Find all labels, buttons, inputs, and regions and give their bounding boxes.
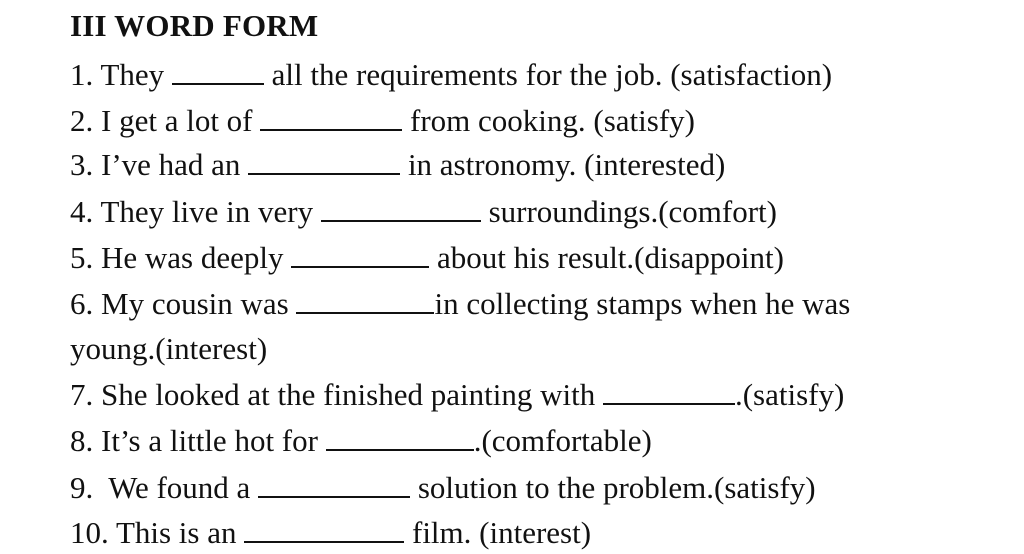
exercise-item-3 (70, 146, 725, 183)
item-text-after: .(satisfy) (734, 377, 845, 412)
exercise-item-2 (70, 102, 695, 139)
item-text-after: all the requirements for the job. (satisfaction) (263, 57, 833, 92)
exercise-item-8 (70, 422, 652, 459)
answer-blank[interactable] (258, 469, 410, 498)
answer-blank[interactable] (326, 422, 474, 451)
answer-blank[interactable] (260, 102, 402, 131)
answer-blank[interactable] (321, 193, 481, 222)
item-text-before: 8. It’s a little hot for (70, 423, 326, 458)
answer-blank[interactable] (244, 514, 404, 543)
item-text-before: 4. They live in very (70, 194, 321, 229)
answer-blank[interactable] (291, 239, 429, 268)
exercise-item-7 (70, 376, 844, 413)
item-text-before: 7. She looked at the finished painting with (70, 377, 603, 412)
answer-blank[interactable] (172, 56, 264, 85)
exercise-item-5 (70, 239, 784, 276)
item-text-after: in collecting stamps when he was (434, 286, 851, 321)
item-text-before: 5. He was deeply (70, 240, 292, 275)
exercise-item-4 (70, 193, 777, 230)
item-text-after: film. (interest) (404, 515, 592, 550)
answer-blank[interactable] (603, 376, 735, 405)
answer-blank[interactable] (296, 285, 434, 314)
exercise-item-9 (70, 469, 816, 506)
item-text-after: surroundings.(comfort) (480, 194, 777, 229)
answer-blank[interactable] (248, 146, 400, 175)
item-text-before: 3. I’ve had an (70, 147, 249, 182)
exercise-item-6 (70, 285, 850, 322)
item-text-before: 1. They (70, 57, 172, 92)
item-text-before: 9. We found a (70, 470, 259, 505)
item-text-after: in astronomy. (interested) (400, 147, 726, 182)
exercise-item-1 (70, 56, 832, 93)
exercise-item-10 (70, 514, 591, 551)
item-text-after: about his result.(disappoint) (429, 240, 784, 275)
exercise-item-6-continuation: young.(interest) (70, 331, 268, 366)
item-text-after: from cooking. (satisfy) (402, 103, 695, 138)
item-text-after: .(comfortable) (473, 423, 652, 458)
item-text-after: solution to the problem.(satisfy) (410, 470, 816, 505)
item-text-before: 6. My cousin was (70, 286, 297, 321)
worksheet-title: III WORD FORM (70, 8, 319, 43)
item-text-before: 10. This is an (70, 515, 245, 550)
item-text-before: 2. I get a lot of (70, 103, 261, 138)
